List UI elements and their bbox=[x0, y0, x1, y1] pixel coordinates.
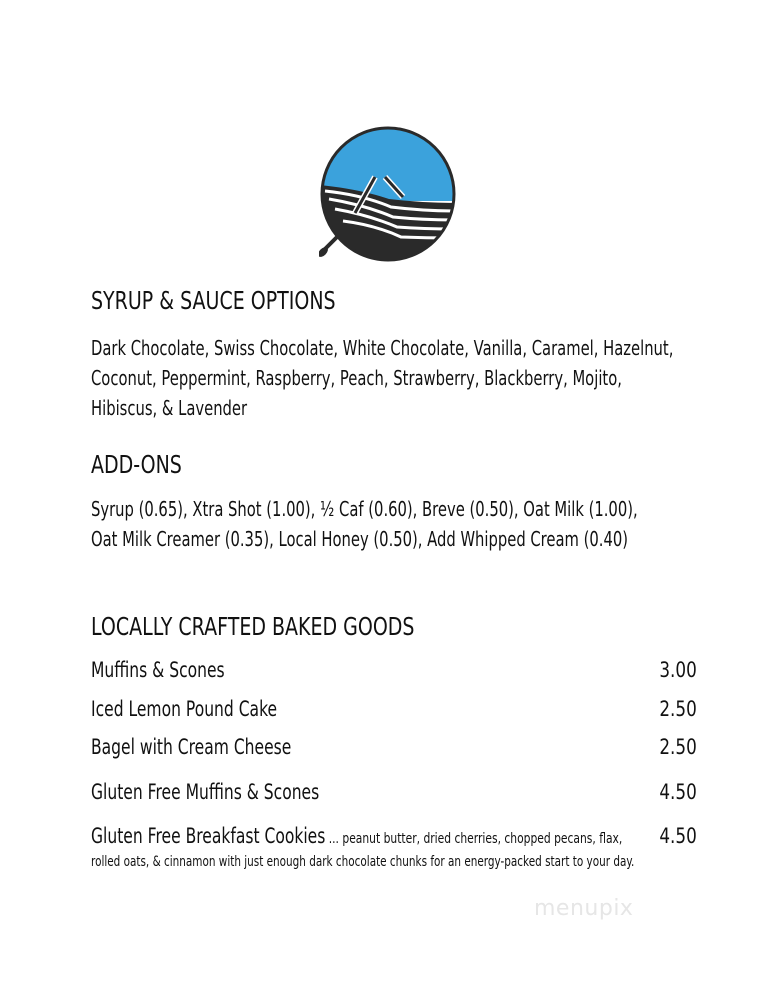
addons-heading: ADD-ONS bbox=[91, 450, 182, 479]
menu-item-price: 4.50 bbox=[659, 824, 697, 848]
menu-item-name: Iced Lemon Pound Cake bbox=[91, 697, 278, 721]
menu-item-price: 2.50 bbox=[659, 697, 697, 721]
menu-item-name: Muffins & Scones bbox=[91, 658, 225, 682]
syrup-line-3: Hibiscus, & Lavender bbox=[91, 396, 248, 420]
baked-heading: LOCALLY CRAFTED BAKED GOODS bbox=[91, 612, 415, 641]
menu-item-name: Bagel with Cream Cheese bbox=[91, 735, 292, 759]
addons-line-1: Syrup (0.65), Xtra Shot (1.00), ½ Caf (0.60), Breve (0.50), Oat Milk (1.00), bbox=[91, 497, 638, 521]
menu-item-name: Gluten Free Breakfast Cookies bbox=[91, 824, 326, 848]
rowboat-logo-icon bbox=[319, 125, 457, 263]
menu-item-name: Gluten Free Muffins & Scones bbox=[91, 780, 320, 804]
menu-item-description-cont: rolled oats, & cinnamon with just enough dark chocolate chunks for an energy-packed start to your day. bbox=[91, 854, 635, 870]
menu-item-cookies bbox=[91, 822, 622, 853]
menu-item-price: 2.50 bbox=[659, 735, 697, 759]
syrup-line-1: Dark Chocolate, Swiss Chocolate, White Chocolate, Vanilla, Caramel, Hazelnut, bbox=[91, 336, 674, 360]
syrup-heading: SYRUP & SAUCE OPTIONS bbox=[91, 286, 336, 315]
menu-item-price: 4.50 bbox=[659, 780, 697, 804]
menu-item-description: ... peanut butter, dried cherries, chopped pecans, flax, bbox=[325, 831, 623, 847]
watermark-text: menupix bbox=[534, 896, 634, 921]
syrup-line-2: Coconut, Peppermint, Raspberry, Peach, Strawberry, Blackberry, Mojito, bbox=[91, 366, 622, 390]
addons-line-2: Oat Milk Creamer (0.35), Local Honey (0.50), Add Whipped Cream (0.40) bbox=[91, 527, 629, 551]
menu-item-price: 3.00 bbox=[659, 658, 697, 682]
